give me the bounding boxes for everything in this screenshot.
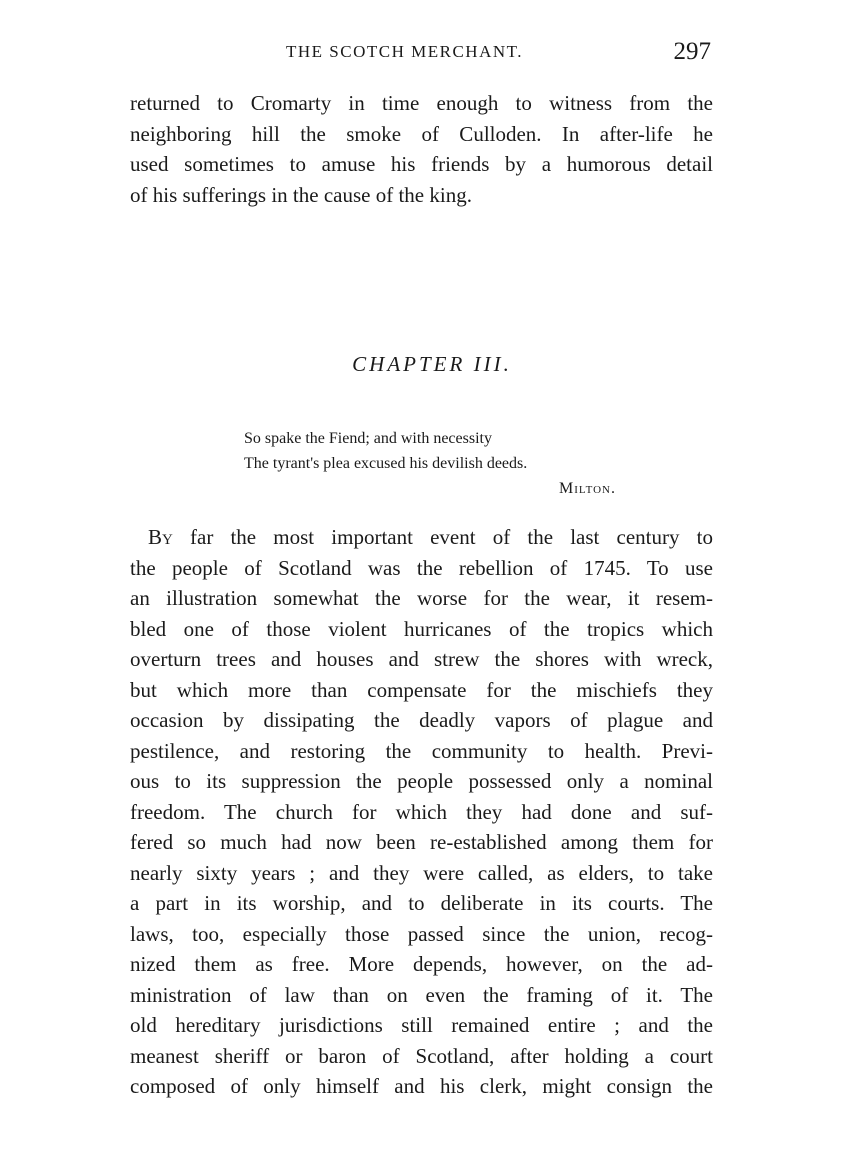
text-line: freedom. The church for which they had done and suf-	[130, 799, 713, 824]
chapter-paragraph	[130, 522, 713, 1102]
page-number: 297	[673, 38, 711, 65]
text-line: of his sufferings in the cause of the king.	[130, 182, 472, 207]
text-line: laws, too, especially those passed since the union, recog-	[130, 921, 713, 946]
first-line-text: far the most important event of the last century to	[172, 525, 713, 549]
text-line: old hereditary jurisdictions still remained entire ; and the	[130, 1013, 713, 1037]
text-line: nized them as free. More depends, however, on the ad-	[130, 952, 713, 976]
running-head	[130, 38, 715, 68]
running-title: THE SCOTCH MERCHANT.	[286, 42, 523, 61]
text-line: an illustration somewhat the worse for the wear, it resem-	[130, 586, 713, 610]
text-line: bled one of those violent hurricanes of the tropics which	[130, 616, 713, 641]
text-line: ministration of law than on even the framing of it. The	[130, 982, 713, 1007]
text-line: neighboring hill the smoke of Culloden. In after-life he	[130, 121, 713, 146]
text-line: but which more than compensate for the mischiefs they	[130, 677, 713, 702]
text-line: fered so much had now been re-established among them for	[130, 830, 713, 854]
chapter-heading: CHAPTER III.	[352, 352, 512, 376]
text-line: pestilence, and restoring the community to health. Previ-	[130, 738, 713, 763]
text-line: used sometimes to amuse his friends by a humorous detail	[130, 152, 713, 176]
continuation-paragraph	[130, 88, 713, 210]
text-line: ous to its suppression the people possessed only a nominal	[130, 769, 713, 793]
epigraph	[244, 426, 616, 501]
lead-word: By	[148, 525, 173, 549]
text-line	[130, 522, 713, 553]
text-line: nearly sixty years ; and they were called, as elders, to take	[130, 860, 713, 885]
epigraph-line: So spake the Fiend; and with necessity	[244, 430, 492, 447]
text-line: returned to Cromarty in time enough to witness from the	[130, 91, 713, 115]
epigraph-line: The tyrant's plea excused his devilish deeds.	[244, 455, 528, 472]
text-line: overturn trees and houses and strew the shores with wreck,	[130, 647, 713, 671]
epigraph-attribution: Milton.	[558, 480, 616, 497]
text-line: composed of only himself and his clerk, might consign the	[130, 1074, 713, 1098]
text-line: the people of Scotland was the rebellion of 1745. To use	[130, 555, 713, 580]
text-line: occasion by dissipating the deadly vapors of plague and	[130, 708, 713, 732]
text-line: a part in its worship, and to deliberate in its courts. The	[130, 891, 713, 915]
text-line: meanest sheriff or baron of Scotland, after holding a court	[130, 1043, 713, 1068]
